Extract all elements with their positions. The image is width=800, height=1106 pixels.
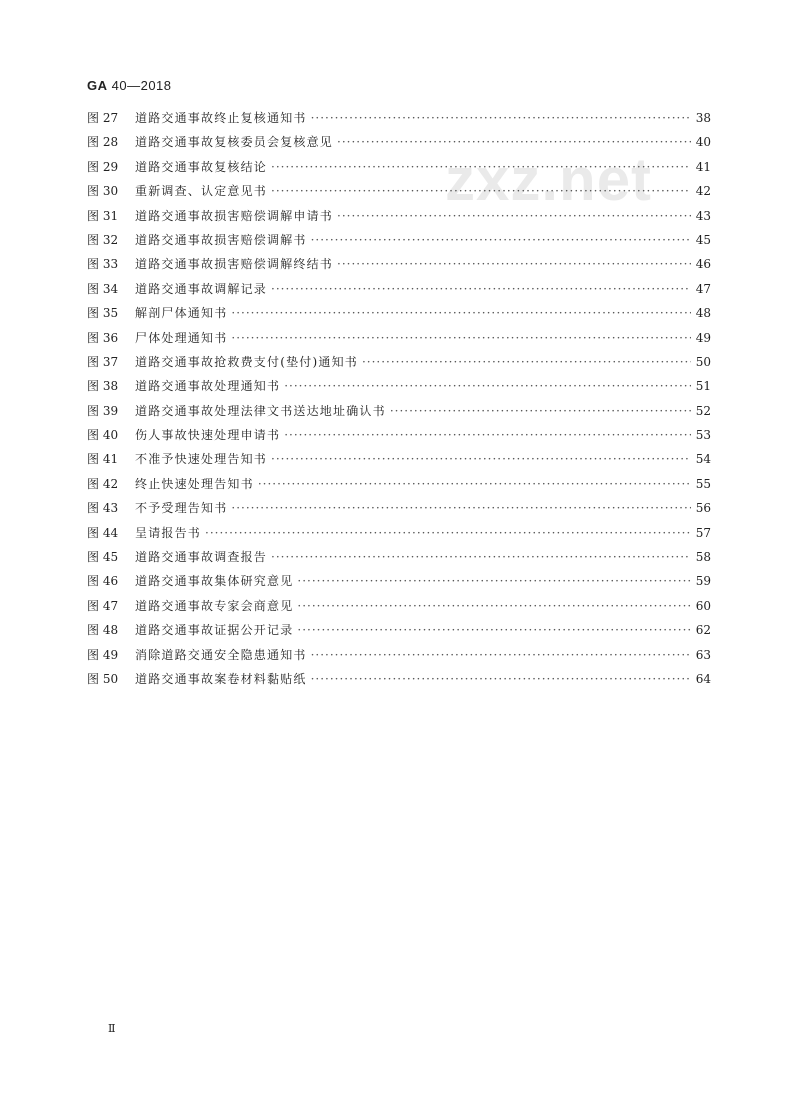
toc-entry-title: 呈请报告书 [135, 525, 202, 540]
toc-entry-title: 消除道路交通安全隐患通知书 [135, 647, 307, 662]
toc-entry-title: 道路交通事故复核委员会复核意见 [135, 135, 334, 150]
toc-figure-number: 图 40 [87, 428, 119, 443]
toc-page-number: 40 [695, 135, 711, 150]
toc-entry-title: 道路交通事故处理通知书 [135, 379, 281, 394]
toc-figure-number: 图 29 [87, 159, 119, 174]
toc-dot-leader [337, 135, 691, 149]
toc-page-number: 54 [695, 452, 711, 467]
toc-entry-title: 终止快速处理告知书 [135, 476, 254, 491]
toc-page-number: 59 [695, 574, 711, 589]
toc-page-number: 62 [695, 623, 711, 638]
toc-row[interactable] [87, 377, 711, 401]
toc-dot-leader [231, 501, 691, 515]
toc-entry-title: 尸体处理通知书 [135, 330, 228, 345]
toc-row[interactable] [87, 524, 711, 548]
table-of-contents [87, 109, 711, 694]
toc-page-number: 46 [695, 257, 711, 272]
toc-figure-number: 图 49 [87, 647, 119, 662]
toc-page-number: 63 [695, 647, 711, 662]
toc-dot-leader [258, 477, 691, 491]
toc-dot-leader [297, 623, 691, 637]
toc-page-number: 53 [695, 428, 711, 443]
toc-entry-title: 道路交通事故调解记录 [135, 281, 268, 296]
toc-dot-leader [271, 184, 691, 198]
toc-entry-title: 道路交通事故证据公开记录 [135, 623, 294, 638]
toc-page-number: 49 [695, 330, 711, 345]
toc-figure-number: 图 27 [87, 111, 119, 125]
toc-page-number: 48 [695, 306, 711, 321]
toc-row[interactable] [87, 499, 711, 523]
toc-dot-leader [205, 526, 691, 540]
toc-entry-title: 道路交通事故专家会商意见 [135, 598, 294, 613]
toc-figure-number: 图 38 [87, 379, 119, 394]
watermark: zxz.net [445, 146, 653, 213]
toc-row[interactable] [87, 572, 711, 596]
toc-row[interactable] [87, 597, 711, 621]
toc-dot-leader [297, 574, 691, 588]
toc-figure-number: 图 39 [87, 403, 119, 418]
toc-figure-number: 图 36 [87, 330, 119, 345]
footer-page-number: Ⅱ [108, 1022, 116, 1035]
toc-row[interactable] [87, 255, 711, 279]
toc-dot-leader [362, 355, 691, 369]
toc-row[interactable] [87, 207, 711, 231]
toc-page-number: 41 [695, 159, 711, 174]
toc-dot-leader [337, 209, 691, 223]
toc-entry-title: 不予受理告知书 [135, 501, 228, 516]
toc-page-number: 52 [695, 403, 711, 418]
toc-figure-number: 图 45 [87, 550, 119, 565]
toc-entry-title: 重新调查、认定意见书 [135, 184, 268, 199]
toc-figure-number: 图 35 [87, 306, 119, 321]
toc-row[interactable] [87, 475, 711, 499]
document-header [87, 78, 172, 93]
toc-dot-leader [311, 648, 691, 662]
toc-page-number: 43 [695, 208, 711, 223]
toc-entry-title: 道路交通事故损害赔偿调解书 [135, 232, 307, 247]
toc-dot-leader [271, 282, 691, 296]
toc-row[interactable] [87, 450, 711, 474]
toc-entry-title: 不准予快速处理告知书 [135, 452, 268, 467]
toc-entry-title: 道路交通事故抢救费支付(垫付)通知书 [135, 354, 358, 369]
toc-row[interactable] [87, 548, 711, 572]
toc-row[interactable] [87, 133, 711, 157]
toc-figure-number: 图 28 [87, 135, 119, 150]
toc-figure-number: 图 48 [87, 623, 119, 638]
toc-page-number: 51 [695, 379, 711, 394]
toc-figure-number: 图 33 [87, 257, 119, 272]
toc-page-number: 45 [695, 232, 711, 247]
toc-dot-leader [284, 379, 691, 393]
toc-page-number: 58 [695, 550, 711, 565]
toc-dot-leader [337, 257, 691, 271]
standard-code: GA [87, 78, 108, 93]
toc-entry-title: 道路交通事故复核结论 [135, 159, 268, 174]
toc-row[interactable] [87, 231, 711, 255]
toc-page-number: 38 [695, 111, 711, 125]
toc-row[interactable] [87, 182, 711, 206]
toc-entry-title: 解剖尸体通知书 [135, 306, 228, 321]
toc-entry-title: 道路交通事故损害赔偿调解终结书 [135, 257, 334, 272]
toc-figure-number: 图 44 [87, 525, 119, 540]
toc-row[interactable] [87, 402, 711, 426]
standard-number: 40—2018 [111, 78, 172, 93]
toc-entry-title: 道路交通事故处理法律文书送达地址确认书 [135, 403, 386, 418]
toc-dot-leader [231, 331, 691, 345]
toc-row[interactable] [87, 426, 711, 450]
toc-dot-leader [311, 111, 691, 125]
toc-dot-leader [271, 452, 691, 466]
toc-entry-title: 道路交通事故损害赔偿调解申请书 [135, 208, 334, 223]
toc-row[interactable] [87, 280, 711, 304]
toc-dot-leader [284, 428, 691, 442]
toc-row[interactable] [87, 158, 711, 182]
toc-page-number: 42 [695, 184, 711, 199]
toc-dot-leader [271, 550, 691, 564]
toc-page-number: 57 [695, 525, 711, 540]
toc-row[interactable] [87, 670, 711, 694]
toc-figure-number: 图 47 [87, 598, 119, 613]
toc-dot-leader [271, 160, 691, 174]
toc-dot-leader [311, 233, 691, 247]
toc-entry-title: 道路交通事故调查报告 [135, 550, 268, 565]
toc-entry-title: 伤人事故快速处理申请书 [135, 428, 281, 443]
toc-figure-number: 图 31 [87, 208, 119, 223]
toc-figure-number: 图 32 [87, 232, 119, 247]
toc-figure-number: 图 42 [87, 476, 119, 491]
toc-figure-number: 图 43 [87, 501, 119, 516]
toc-entry-title: 道路交通事故案卷材料黏贴纸 [135, 671, 307, 686]
toc-page-number: 47 [695, 281, 711, 296]
toc-figure-number: 图 46 [87, 574, 119, 589]
toc-page-number: 56 [695, 501, 711, 516]
toc-row[interactable] [87, 329, 711, 353]
toc-page-number: 64 [695, 671, 711, 686]
toc-row[interactable] [87, 621, 711, 645]
toc-figure-number: 图 30 [87, 184, 119, 199]
toc-dot-leader [231, 306, 691, 320]
toc-row[interactable] [87, 109, 711, 133]
toc-figure-number: 图 50 [87, 671, 119, 686]
toc-figure-number: 图 34 [87, 281, 119, 296]
toc-dot-leader [311, 672, 691, 686]
toc-figure-number: 图 41 [87, 452, 119, 467]
toc-page-number: 60 [695, 598, 711, 613]
toc-row[interactable] [87, 646, 711, 670]
toc-row[interactable] [87, 353, 711, 377]
toc-entry-title: 道路交通事故集体研究意见 [135, 574, 294, 589]
toc-page-number: 50 [695, 354, 711, 369]
toc-entry-title: 道路交通事故终止复核通知书 [135, 111, 307, 125]
toc-dot-leader [297, 599, 691, 613]
toc-figure-number: 图 37 [87, 354, 119, 369]
toc-dot-leader [390, 404, 691, 418]
toc-row[interactable] [87, 304, 711, 328]
toc-page-number: 55 [695, 476, 711, 491]
